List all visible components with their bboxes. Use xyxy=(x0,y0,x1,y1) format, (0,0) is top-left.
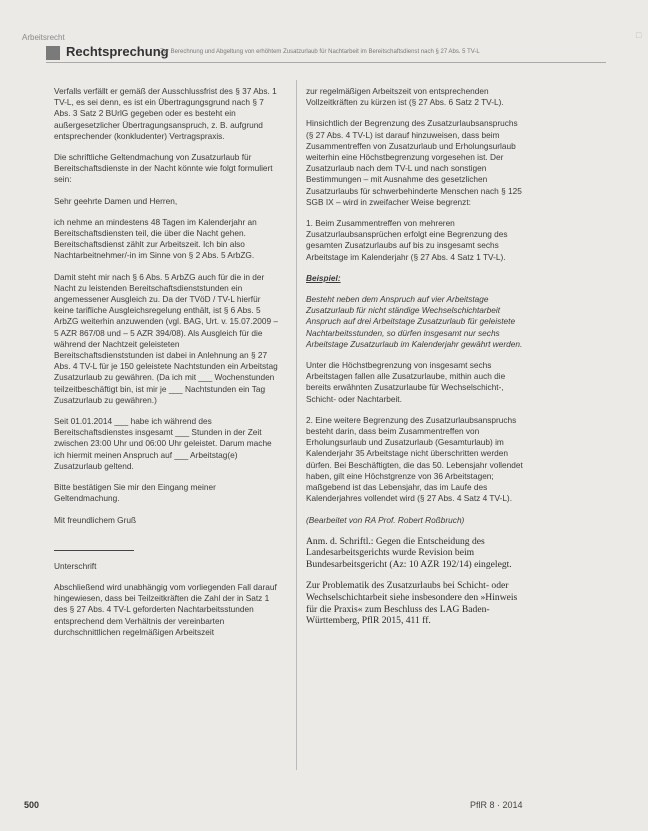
paragraph: Mit freundlichem Gruß xyxy=(54,514,137,525)
page-edge-mark: □ xyxy=(636,30,642,40)
paragraph: ich nehme an mindestens 48 Tagen im Kalenderjahr an Bereitschaftsdiensten teil, die über die Nacht gehen. Bereitschaftsdienst zählt zur Arbeitszeit. Ich bin also Nachtarbeitnehmer/-in im Sinne von § 2 Abs. 5 ArbZG. xyxy=(54,216,257,261)
paragraph: zur regelmäßigen Arbeitszeit von entsprechenden Vollzeitkräften zu kürzen ist (§ 27 Abs. 6 Satz 2 TV-L). xyxy=(306,86,504,108)
journal-issue: PflR 8 · 2014 xyxy=(470,800,523,810)
page-title: Rechtsprechung xyxy=(66,44,169,59)
page-number: 500 xyxy=(24,800,40,810)
paragraph: Damit steht mir nach § 6 Abs. 5 ArbZG auch für die in der Nacht zu leistenden Bereitschaftsdienststunden ein angemessener Ausgleich zu. Da der TVöD / TV-L hierfür keine tarifliche Ausgleichsregelung enthält, ist § 6 Abs. 5 ArbZG weiterhin anzuwenden (vgl. BAG, Urt. v. 15.07.2009 – 5 AZR 867/08 und – 5 AZR 394/08). Als Ausgleich für die während der Nachtzeit geleisteten Bereitschaftsdienststunden ist dabei in Anlehnung an § 27 Abs. 4 TV-L für je 150 geleistete Nachtstunden ein Arbeitstag Zusatzurlaub zu gewähren. (Da ich mit ___ Wochenstunden teilzeitbeschäftigt bin, ist mir je ___ Nachtstunden ein Tag Zusatzurlaub zu gewähren.) xyxy=(54,271,278,405)
paragraph: Die schriftliche Geltendmachung von Zusatzurlaub für Bereitschaftsdienste in der Nacht könnte wie folgt formuliert sein: xyxy=(54,152,273,185)
column-divider xyxy=(296,80,297,770)
paragraph: Verfalls verfällt er gemäß der Ausschlussfrist des § 37 Abs. 1 TV-L, es sei denn, es ist ein Übertragungsgrund nach § 7 Abs. 3 Satz 2 BUrlG gegeben oder es besteht ein außergesetzlicher Übertragungsanspruch, z. B. aufgrund entsprechender (konkludenter) Vertragspraxis. xyxy=(54,86,277,141)
signature-line xyxy=(54,550,134,551)
signature-label: Unterschrift xyxy=(54,560,97,571)
paragraph: Seit 01.01.2014 ___ habe ich während des Bereitschaftsdienstes insgesamt ___ Stunden in der Zeit zwischen 23:00 Uhr und 06:00 Uhr geleistet. Darum mache ich hiermit meinen Anspruch auf ___ Arbeitstag(e) Zusatzurlaub geltend. xyxy=(54,416,272,471)
paragraph: Sehr geehrte Damen und Herren, xyxy=(54,195,178,206)
paragraph: Abschließend wird unabhängig vom vorliegenden Fall darauf hingewiesen, dass bei Teilzeitkräften die Zahl der in Satz 1 des § 27 Abs. 4 TV-L geforderten Nachtarbeitsstunden entsprechend dem Verhältnis der vereinbarten durchschnittlichen regelmäßigen Arbeitszeit xyxy=(54,581,277,637)
paragraph: Bitte bestätigen Sie mir den Eingang meiner Geltendmachung. xyxy=(54,482,216,504)
page-subtitle: Zur Berechnung und Abgeltung von erhöhtem Zusatzurlaub für Nachtarbeit im Bereitschaftsdienst nach § 27 Abs. 5 TV-L xyxy=(160,49,480,55)
paragraph: Hinsichtlich der Begrenzung des Zusatzurlaubsanspruchs (§ 27 Abs. 4 TV-L) ist darauf hinzuweisen, dass beim Zusammentreffen von Zusatzurlaub und Erholungsurlaub weiterhin eine Höchstbegrenzung vorgesehen ist. Der Zusatzurlaub nach dem TV-L und nach sonstigen Bestimmungen – mit Ausnahme des gesetzlichen Zusatzurlaubs für schwerbehinderte Menschen nach § 125 SGB IX – wird in zweifacher Weise begrenzt: xyxy=(306,118,522,207)
editor-note: Anm. d. Schriftl.: Gegen die Entscheidung des Landesarbeitsgerichts wurde Revision beim Bundesarbeitsgericht (Az: 10 AZR 192/14) eingelegt. xyxy=(306,535,512,570)
header-divider xyxy=(46,62,606,63)
left-column xyxy=(54,86,279,648)
example-heading: Beispiel: xyxy=(306,272,341,283)
paragraph: 1. Beim Zusammentreffen von mehreren Zusatzurlaubsansprüchen erfolgt eine Begrenzung des gesamten Zusatzurlaubs auf bis zu insgesamt sechs Arbeitstage im Kalenderjahr (§ 27 Abs. 4 Satz 1 TV-L). xyxy=(306,218,508,262)
right-column xyxy=(306,86,524,637)
reference-note: Zur Problematik des Zusatzurlaubs bei Schicht- oder Wechselschichtarbeit siehe insbesondere den »Hinweis für die Praxis« zum Beschluss des LAG Baden-Württemberg, PflR 2015, 411 ff. xyxy=(306,580,518,627)
section-label: Arbeitsrecht xyxy=(22,33,65,42)
example-text: Besteht neben dem Anspruch auf vier Arbeitstage Zusatzurlaub für nicht ständige Wechselschichtarbeit Anspruch auf drei Arbeitstage Zusatzurlaub für geleistete Nachtarbeitsstunden, so dürfen insgesamt nur sechs Arbeitstage Zusatzurlaub im Kalenderjahr gewährt werden. xyxy=(306,294,523,349)
paragraph: 2. Eine weitere Begrenzung des Zusatzurlaubsanspruchs besteht darin, dass beim Zusammentreffen von Erholungsurlaub und Zusatzurlaub (Gesamturlaub) im Kalenderjahr 35 Arbeitstage nicht überschritten werden dürfen. Bei Beschäftigten, die das 50. Lebensjahr vollendet haben, gilt eine Höchstgrenze von 36 Arbeitstagen; maßgebend ist das Lebensjahr, das im Laufe des Kalenderjahres vollendet wird (§ 27 Abs. 4 Satz 4 TV-L). xyxy=(306,414,523,504)
author-note: (Bearbeitet von RA Prof. Robert Roßbruch) xyxy=(306,514,465,525)
header-square-icon xyxy=(46,46,60,60)
paragraph: Unter die Höchstbegrenzung von insgesamt sechs Arbeitstagen fallen alle Zusatzurlaube, mithin auch die bereits erwähnten Zusatzurlaube für Wechselschicht-, Schicht- oder Nachtarbeit. xyxy=(306,360,506,404)
